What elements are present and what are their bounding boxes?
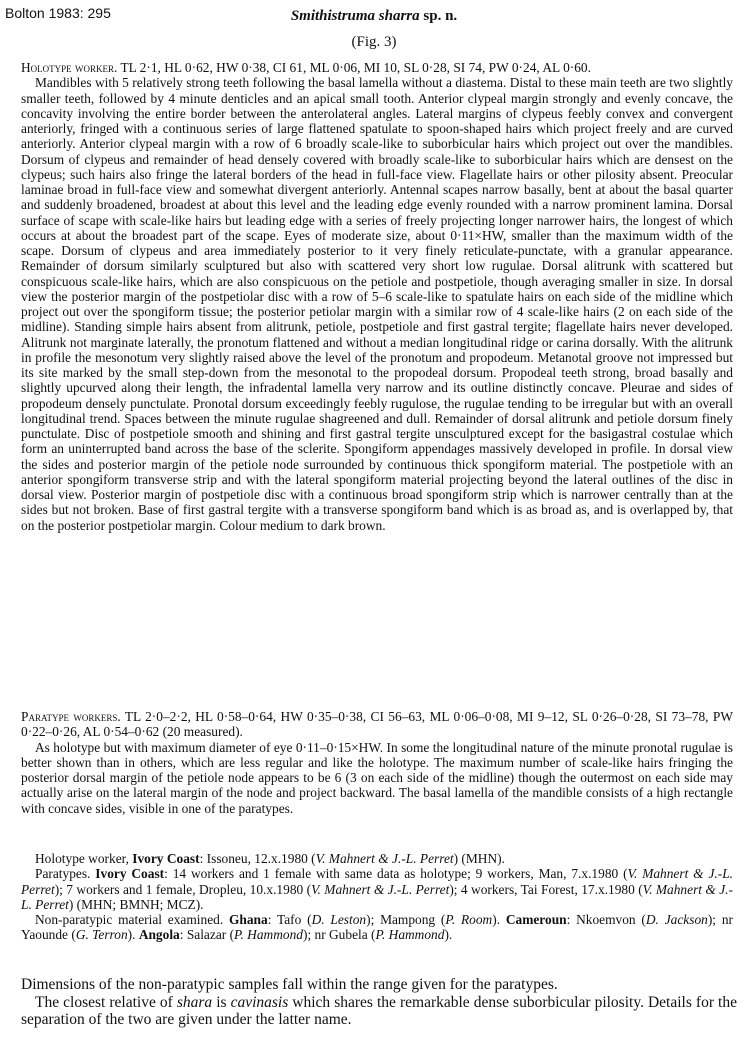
locality-text: ). [444, 927, 453, 943]
collector-name: P. Hammond [375, 927, 445, 943]
holotype-measurements: TL 2·1, HL 0·62, HW 0·38, CI 61, ML 0·06, MI 10, SL 0·28, SI 74, PW 0·24, AL 0·60. [117, 60, 591, 75]
locality-text: ). [492, 912, 506, 927]
collector-name: D. Leston [311, 912, 367, 927]
locality-text: ); nr Gubela ( [302, 927, 376, 943]
material-section [21, 851, 733, 943]
holotype-measurements-line [21, 60, 733, 75]
closing-text: which shares the remarkable dense suborbicular pilosity. Details for the separation of the two are given under the latter name. [21, 993, 737, 1028]
collector-name: D. Jackson [645, 912, 708, 927]
holotype-material [21, 851, 733, 866]
closing-dimensions: Dimensions of the non-paratypic samples fall within the range given for the paratypes. [21, 976, 558, 993]
locality-text: ); nr Yaounde ( [21, 912, 733, 943]
paratype-material-lead: Paratypes. [35, 866, 96, 882]
paratype-section [21, 709, 733, 816]
holotype-material-end: ) (MHN). [453, 851, 505, 866]
taxon-name: cavinasis [230, 993, 289, 1011]
closing-text: The closest relative of [35, 993, 177, 1011]
collector-name: P. Room [445, 912, 493, 927]
closing-text: is [212, 993, 231, 1011]
country-ivory-coast: Ivory Coast [132, 851, 200, 866]
closing-section [21, 976, 737, 1029]
locality-text: ). [127, 927, 139, 943]
collector-name: V. Mahnert & J.-L. Perret [315, 851, 454, 866]
country-ghana: Ghana [229, 912, 268, 927]
country-ivory-coast: Ivory Coast [95, 866, 165, 882]
closing-relative [21, 994, 737, 1029]
non-paratypic-lead: Non-paratypic material examined. [35, 912, 229, 927]
paratype-material-text: ); 4 workers, Tai Forest, 17.x.1980 ( [449, 881, 643, 897]
collector-name: V. Mahnert & J.-L. Perret [21, 866, 733, 897]
locality-text: : Salazar ( [179, 927, 235, 943]
paratype-material-end: ) (MHN; BMNH; MCZ). [68, 896, 204, 912]
species-suffix: sp. n. [419, 8, 458, 24]
country-angola: Angola [138, 927, 180, 943]
collector-name: G. Terron [75, 927, 128, 943]
locality-text: ); Mampong ( [366, 912, 446, 927]
collector-name: P. Hammond [234, 927, 303, 943]
paratype-description: As holotype but with maximum diameter of eye 0·11–0·15×HW. In some the longitudinal nature of the minute pronotal rugulae is better shown than in others, which are less regular and like the holotype. The maximum number of scale-like hairs fringing the posterior dorsal margin of the petiole node appears to be 6 (3 on each side of the midline) though the outermost on each side may actually arise on the lateral margin of the node and project backward. The basal lamella of the mandible consists of a high rectangle with concave sides, visible in one of the paratypes. [21, 739, 733, 816]
collector-name: V. Mahnert & J.-L. Perret [21, 881, 733, 912]
non-paratypic-material [21, 912, 733, 943]
paratype-material [21, 866, 733, 912]
collector-name: V. Mahnert & J.-L. Perret [311, 881, 450, 897]
locality-text: : Nkoemvon ( [566, 912, 646, 927]
taxon-name: shara [176, 993, 213, 1011]
source-label: Bolton 1983: 295 [5, 5, 111, 21]
paratype-material-text: : 14 workers and 1 female with same data as holotype; 9 workers, Man, 7.x.1980 ( [164, 866, 628, 882]
figure-reference: (Fig. 3) [351, 34, 397, 50]
paratype-measurements-line [21, 709, 733, 740]
paratype-heading: Paratype workers. [21, 709, 121, 724]
country-cameroun: Cameroun [505, 912, 567, 927]
paratype-measurements: TL 2·0–2·2, HL 0·58–0·64, HW 0·35–0·38, CI 56–63, ML 0·06–0·08, MI 9–12, SL 0·26–0·28, SI 73–78, PW 0·22–0·26, AL 0·54–0·62 (20 measured). [21, 709, 733, 740]
locality-text: : Tafo ( [267, 912, 312, 927]
holotype-description: Mandibles with 5 relatively strong teeth following the basal lamella without a diastema. Distal to these main teeth are two slightly smaller teeth, followed by 4 minute denticles and an apical small tooth. Anterior clypeal margin strongly and evenly concave, the concavity involving the entire border between the anterolateral angles. Lateral margins of clypeus feebly convex and convergent anteriorly, fringed with a continuous series of large flattened spatulate to spoon-shaped hairs which project freely and are curved anteriorly. Anterior clypeal margin with a row of 6 broadly scale-like to suborbicular hairs which project out over the mandibles. Dorsum of clypeus and remainder of head densely covered with broadly scale-like to suborbicular hairs which are densest on the clypeus; such hairs also fringe the lateral borders of the head in full-face view. Flagellate hairs or other pilosity absent. Preocular laminae broad in full-face view and somewhat divergent anteriorly. Antennal scapes narrow basally, bent at about the basal quarter and suddenly broadened, broadest at about this level and the leading edge evenly rounded with a narrow prominent lamina. Dorsal surface of scape with scale-like hairs but leading edge with a series of freely projecting longer narrower hairs, the longest of which occurs at about the broadest part of the scape. Eyes of moderate size, about 0·11×HW, smaller than the maximum width of the scape. Dorsum of clypeus and area immediately posterior to it very finely reticulate-punctate, with a granular appearance. Remainder of dorsum similarly sculptured but also with scattered very short low rugulae. Dorsal alitrunk with scattered but conspicuous scale-like hairs, which are also conspicuous on the petiole and postpetiole, though averaging smaller in size. In dorsal view the posterior margin of the postpetiolar disc with a row of 5–6 scale-like to spatulate hairs on each side of the midline which project out over the spongiform tissue; the posterior petiolar margin with a similar row of 4 scale-like hairs (2 on each side of the midline). Standing simple hairs absent from alitrunk, petiole, postpetiole and first gastral tergite; flagellate hairs never developed. Alitrunk not marginate laterally, the pronotum flattened and without a median longitudinal ridge or carina dorsally. With the alitrunk in profile the mesonotum very slightly raised above the level of the pronotum and propodeum. Metanotal groove not impressed but its site marked by the small step-down from the mesonotal to the propodeal dorsum. Propodeal teeth strong, broad basally and slightly upcurved along their length, the infradental lamella very narrow and its outline distinctly concave. Pleurae and sides of propodeum densely punctulate. Pronotal dorsum exceedingly feebly rugulose, the rugulae tending to be irregular but with an overall longitudinal trend. Spaces between the minute rugulae shagreened and dull. Remainder of dorsal alitrunk and petiole dorsum finely punctulate. Disc of postpetiole smooth and shining and first gastral tergite unsculptured except for the basigastral costulae which form an uninterrupted band across the base of the sclerite. Spongiform appendages massively developed in profile. In dorsal view the sides and posterior margin of the petiole node surrounded by continuous thick spongiform material. The postpetiole with an anterior spongiform transverse strip and with the lateral spongiform material projecting beyond the lateral outlines of the disc in dorsal view. Posterior margin of postpetiole disc with a continuous broad spongiform strip which is narrower centrally than at the sides but not broken. Base of first gastral tergite with a transverse spongiform band which is as broad as, and is overlapped by, that on the posterior postpetiolar margin. Colour medium to dark brown. [21, 75, 733, 533]
paratype-material-text: ); 7 workers and 1 female, Dropleu, 10.x.1980 ( [54, 881, 312, 897]
holotype-section [21, 60, 733, 533]
species-name: Smithistruma sharra [290, 8, 420, 24]
holotype-heading: Holotype worker. [21, 60, 118, 75]
holotype-material-lead: Holotype worker, [35, 851, 133, 866]
species-title [0, 8, 748, 25]
holotype-material-text: : Issoneu, 12.x.1980 ( [199, 851, 316, 866]
